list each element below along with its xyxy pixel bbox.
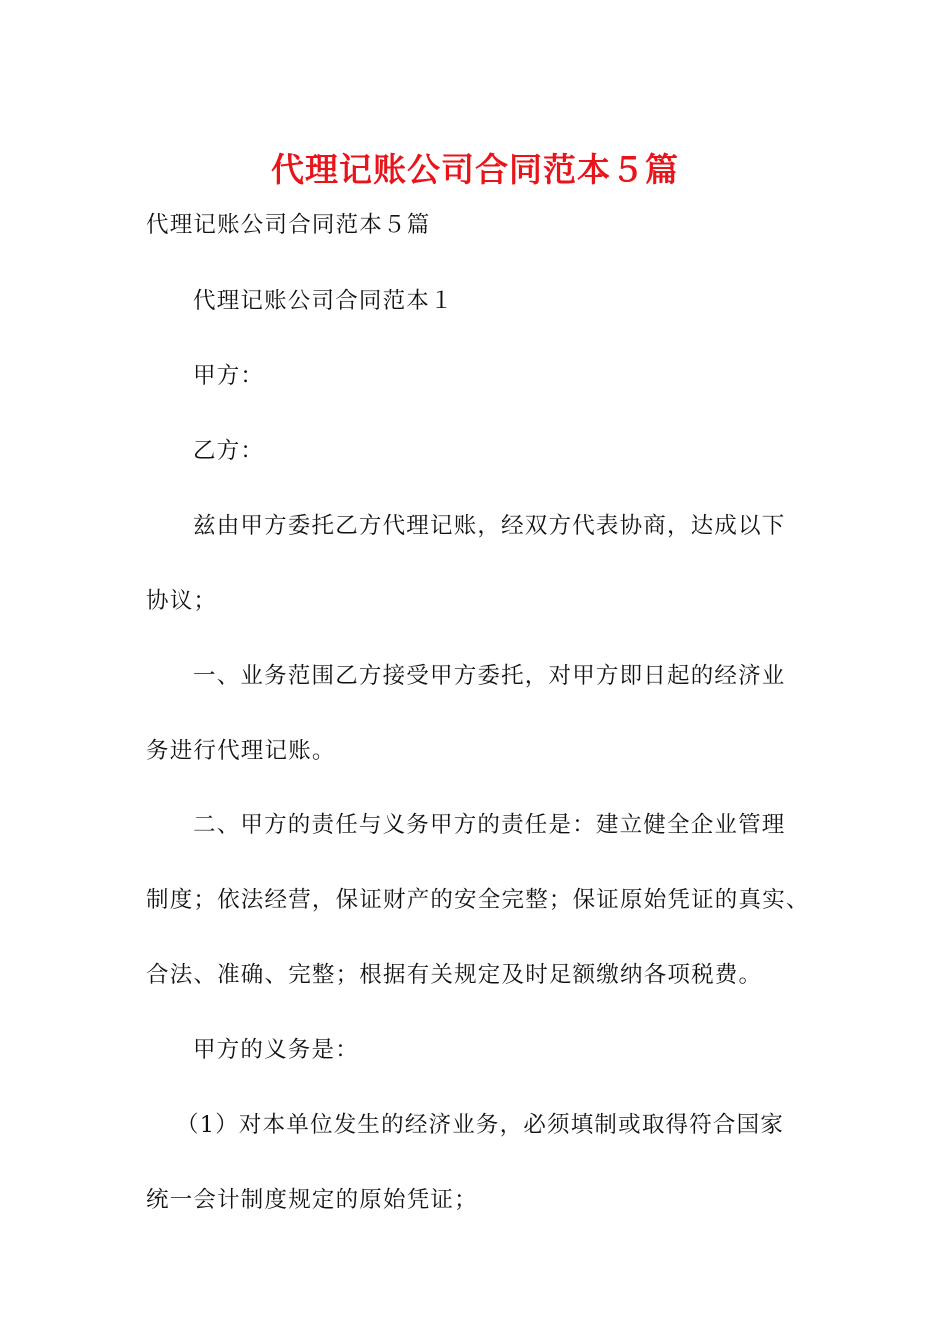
paragraph-line: 统一会计制度规定的原始凭证； [146,1187,478,1213]
paragraph-line: 合法、准确、完整；根据有关规定及时足额缴纳各项税费。 [146,962,763,988]
paragraph-line: 二、甲方的责任与义务甲方的责任是：建立健全企业管理 [193,812,786,838]
paragraph-line: 协议； [146,588,218,614]
party-b-label: 乙方： [193,438,265,464]
subtitle-line: 代理记账公司合同范本５篇 [146,212,431,238]
paragraph-line: 制度；依法经营，保证财产的安全完整；保证原始凭证的真实、 [146,887,810,913]
paragraph-line: （1）对本单位发生的经济业务，必须填制或取得符合国家 [176,1112,785,1138]
paragraph-line: 兹由甲方委托乙方代理记账，经双方代表协商，达成以下 [193,513,786,539]
paragraph-line: 一、业务范围乙方接受甲方委托，对甲方即日起的经济业 [193,663,786,689]
section-heading: 代理记账公司合同范本１ [193,288,454,314]
party-a-label: 甲方： [193,363,265,389]
document-title: 代理记账公司合同范本５篇 [271,150,679,189]
paragraph-line: 甲方的义务是： [193,1037,359,1063]
paragraph-line: 务进行代理记账。 [146,738,336,764]
